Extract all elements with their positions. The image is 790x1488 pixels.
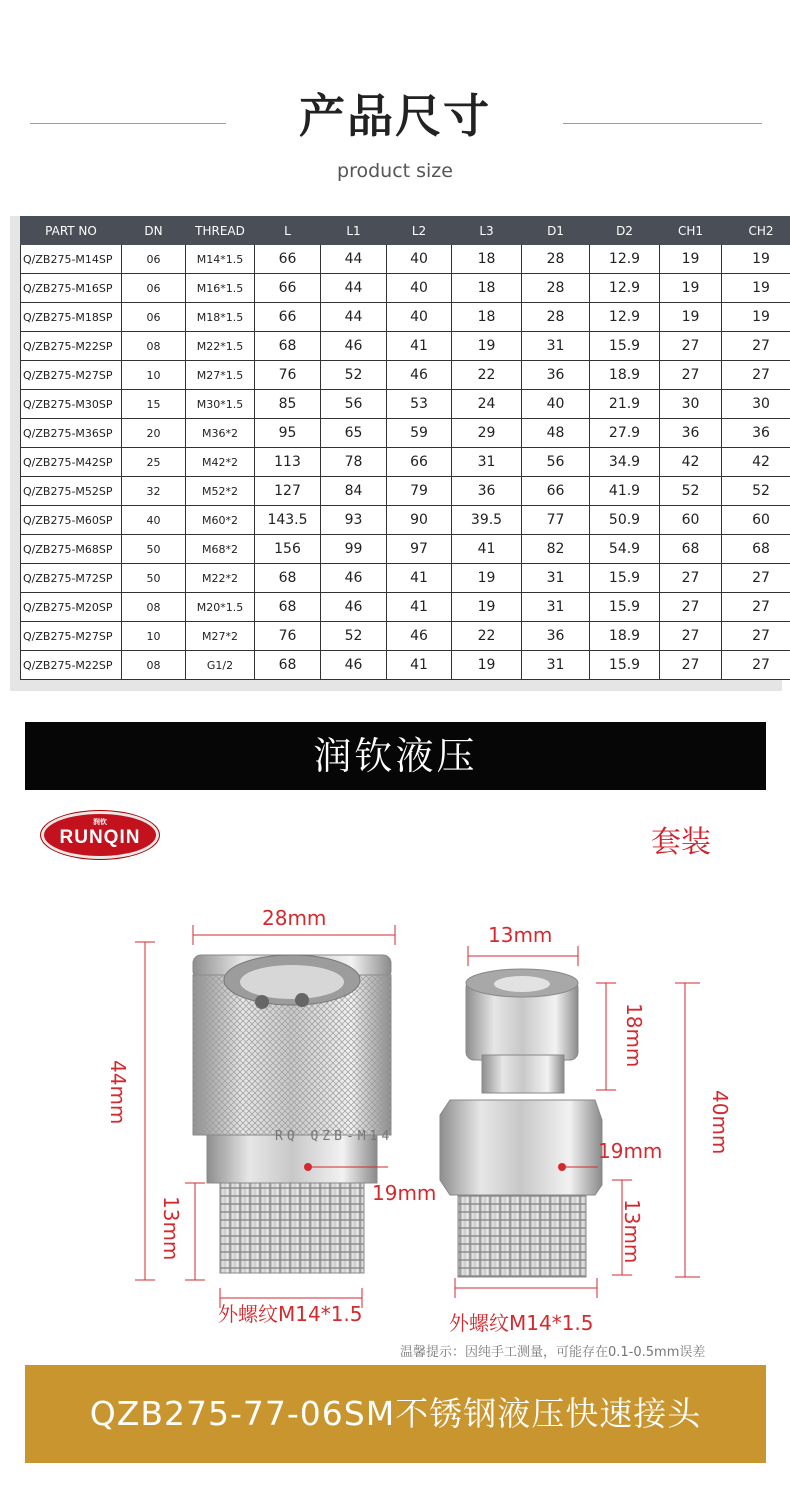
table-cell: 27 — [722, 361, 790, 390]
table-cell: 52 — [321, 622, 387, 651]
table-row — [21, 535, 790, 564]
table-cell: M36*2 — [186, 419, 255, 448]
table-cell: Q/ZB275-M68SP — [21, 535, 122, 564]
table-cell: 95 — [255, 419, 321, 448]
table-cell: Q/ZB275-M20SP — [21, 593, 122, 622]
table-cell: M27*2 — [186, 622, 255, 651]
table-cell: 18 — [452, 245, 522, 274]
table-cell: 85 — [255, 390, 321, 419]
table-cell: 59 — [387, 419, 452, 448]
table-cell: Q/ZB275-M22SP — [21, 651, 122, 680]
table-cell: 31 — [522, 593, 590, 622]
table-cell: 36 — [722, 419, 790, 448]
table-cell: 31 — [522, 332, 590, 361]
table-cell: 90 — [387, 506, 452, 535]
table-cell: Q/ZB275-M18SP — [21, 303, 122, 332]
right-hex-label: 19mm — [598, 1139, 663, 1163]
table-cell: Q/ZB275-M42SP — [21, 448, 122, 477]
table-cell: M22*1.5 — [186, 332, 255, 361]
table-row — [21, 477, 790, 506]
table-cell: 68 — [722, 535, 790, 564]
column-header: L3 — [452, 217, 522, 245]
table-cell: 19 — [660, 274, 722, 303]
table-cell: 19 — [452, 564, 522, 593]
female-coupler — [193, 955, 394, 1273]
table-row — [21, 564, 790, 593]
column-header: THREAD — [186, 217, 255, 245]
right-thread-length-label: 13mm — [620, 1199, 644, 1264]
table-cell: 46 — [321, 593, 387, 622]
brand-banner: 润钦液压 — [25, 722, 766, 790]
table-cell: Q/ZB275-M72SP — [21, 564, 122, 593]
table-cell: 22 — [452, 361, 522, 390]
table-cell: 52 — [660, 477, 722, 506]
table-row — [21, 419, 790, 448]
hex-marker-right — [558, 1163, 566, 1171]
table-cell: 56 — [522, 448, 590, 477]
table-cell: 15.9 — [590, 564, 660, 593]
table-cell: 41.9 — [590, 477, 660, 506]
table-cell: 28 — [522, 274, 590, 303]
table-cell: 40 — [387, 303, 452, 332]
table-cell: 66 — [255, 303, 321, 332]
column-header: PART NO — [21, 217, 122, 245]
table-cell: G1/2 — [186, 651, 255, 680]
table-row — [21, 361, 790, 390]
table-cell: 34.9 — [590, 448, 660, 477]
table-cell: 52 — [321, 361, 387, 390]
table-cell: Q/ZB275-M27SP — [21, 361, 122, 390]
table-cell: 27.9 — [590, 419, 660, 448]
table-cell: 44 — [321, 245, 387, 274]
table-cell: M16*1.5 — [186, 274, 255, 303]
table-cell: 15.9 — [590, 332, 660, 361]
table-cell: 41 — [387, 593, 452, 622]
table-cell: 19 — [452, 332, 522, 361]
table-cell: 19 — [660, 303, 722, 332]
column-header: CH2 — [722, 217, 790, 245]
table-cell: 19 — [722, 245, 790, 274]
table-cell: Q/ZB275-M27SP — [21, 622, 122, 651]
table-cell: 27 — [660, 361, 722, 390]
table-cell: 41 — [387, 651, 452, 680]
section-title: 产品尺寸 — [299, 89, 491, 143]
table-cell: 10 — [122, 361, 186, 390]
table-cell: 27 — [660, 593, 722, 622]
table-cell: 19 — [452, 593, 522, 622]
table-cell: M52*2 — [186, 477, 255, 506]
table-cell: 12.9 — [590, 274, 660, 303]
table-cell: 39.5 — [452, 506, 522, 535]
table-cell: 10 — [122, 622, 186, 651]
table-cell: 68 — [255, 593, 321, 622]
table-cell: 27 — [722, 651, 790, 680]
table-cell: 27 — [660, 622, 722, 651]
table-cell: M20*1.5 — [186, 593, 255, 622]
table-cell: 66 — [387, 448, 452, 477]
table-cell: M18*1.5 — [186, 303, 255, 332]
table-cell: 44 — [321, 303, 387, 332]
table-cell: Q/ZB275-M14SP — [21, 245, 122, 274]
table-row — [21, 651, 790, 680]
table-cell: 32 — [122, 477, 186, 506]
male-plug — [440, 969, 602, 1277]
table-cell: 77 — [522, 506, 590, 535]
table-cell: 99 — [321, 535, 387, 564]
column-header: L2 — [387, 217, 452, 245]
table-cell: 08 — [122, 651, 186, 680]
table-cell: 76 — [255, 361, 321, 390]
right-top-length-label: 18mm — [622, 1003, 646, 1068]
table-cell: 40 — [387, 245, 452, 274]
table-cell: 40 — [122, 506, 186, 535]
table-cell: 50 — [122, 564, 186, 593]
left-thread-label: 外螺纹M14*1.5 — [218, 1302, 363, 1326]
table-cell: 127 — [255, 477, 321, 506]
table-cell: 08 — [122, 593, 186, 622]
column-header: D2 — [590, 217, 660, 245]
table-cell: 18 — [452, 303, 522, 332]
table-cell: 40 — [522, 390, 590, 419]
table-cell: 12.9 — [590, 245, 660, 274]
table-row — [21, 622, 790, 651]
table-cell: 31 — [522, 651, 590, 680]
table-cell: 78 — [321, 448, 387, 477]
spec-table — [20, 216, 790, 680]
table-cell: 21.9 — [590, 390, 660, 419]
table-cell: Q/ZB275-M52SP — [21, 477, 122, 506]
hex-marker-left — [304, 1163, 312, 1171]
table-cell: 22 — [452, 622, 522, 651]
table-row — [21, 448, 790, 477]
table-cell: 36 — [660, 419, 722, 448]
table-cell: 31 — [522, 564, 590, 593]
table-cell: 27 — [722, 564, 790, 593]
table-cell: 79 — [387, 477, 452, 506]
table-cell: 65 — [321, 419, 387, 448]
table-cell: 46 — [321, 651, 387, 680]
runqin-logo — [41, 811, 159, 859]
table-cell: 46 — [387, 361, 452, 390]
table-cell: 41 — [387, 332, 452, 361]
table-cell: 06 — [122, 303, 186, 332]
table-body — [21, 245, 790, 680]
table-cell: 30 — [722, 390, 790, 419]
table-cell: 27 — [660, 332, 722, 361]
left-width-label: 28mm — [262, 906, 327, 930]
column-header: CH1 — [660, 217, 722, 245]
table-cell: 66 — [522, 477, 590, 506]
table-cell: 27 — [660, 651, 722, 680]
table-cell: M14*1.5 — [186, 245, 255, 274]
table-cell: 15.9 — [590, 651, 660, 680]
table-cell: 40 — [387, 274, 452, 303]
table-cell: 19 — [660, 245, 722, 274]
table-cell: 42 — [660, 448, 722, 477]
table-row — [21, 390, 790, 419]
table-cell: 68 — [255, 651, 321, 680]
table-cell: 36 — [452, 477, 522, 506]
table-cell: 41 — [387, 564, 452, 593]
table-row — [21, 506, 790, 535]
table-cell: M68*2 — [186, 535, 255, 564]
table-cell: 29 — [452, 419, 522, 448]
engraving-text: RQ QZB-M14 — [275, 1129, 394, 1144]
table-cell: 24 — [452, 390, 522, 419]
logo-text: RUNQIN — [59, 827, 141, 848]
table-cell: 28 — [522, 245, 590, 274]
table-cell: 48 — [522, 419, 590, 448]
set-label: 套装 — [651, 825, 711, 860]
table-cell: 46 — [387, 622, 452, 651]
column-header: L1 — [321, 217, 387, 245]
table-cell: M27*1.5 — [186, 361, 255, 390]
table-cell: 30 — [660, 390, 722, 419]
table-cell: 68 — [255, 332, 321, 361]
table-cell: 06 — [122, 274, 186, 303]
table-cell: 113 — [255, 448, 321, 477]
table-cell: Q/ZB275-M36SP — [21, 419, 122, 448]
table-cell: 27 — [722, 593, 790, 622]
table-cell: 93 — [321, 506, 387, 535]
table-cell: 54.9 — [590, 535, 660, 564]
table-cell: 41 — [452, 535, 522, 564]
table-cell: 97 — [387, 535, 452, 564]
section-subtitle: product size — [337, 160, 453, 182]
column-header: DN — [122, 217, 186, 245]
table-cell: 46 — [321, 564, 387, 593]
table-cell: 31 — [452, 448, 522, 477]
table-cell: 66 — [255, 245, 321, 274]
table-cell: 06 — [122, 245, 186, 274]
table-cell: 27 — [722, 622, 790, 651]
table-row — [21, 274, 790, 303]
table-cell: 20 — [122, 419, 186, 448]
table-cell: 25 — [122, 448, 186, 477]
right-width-label: 13mm — [488, 923, 553, 947]
table-cell: 15.9 — [590, 593, 660, 622]
table-cell: 56 — [321, 390, 387, 419]
table-cell: 18.9 — [590, 622, 660, 651]
left-height-label: 44mm — [106, 1060, 130, 1125]
table-row — [21, 593, 790, 622]
table-cell: Q/ZB275-M30SP — [21, 390, 122, 419]
table-cell: 18.9 — [590, 361, 660, 390]
table-cell: 42 — [722, 448, 790, 477]
table-cell: 08 — [122, 332, 186, 361]
table-cell: 36 — [522, 361, 590, 390]
logo-small-text: 润钦 — [93, 818, 107, 826]
table-cell: 19 — [452, 651, 522, 680]
table-cell: Q/ZB275-M22SP — [21, 332, 122, 361]
table-cell: 18 — [452, 274, 522, 303]
right-thread-label: 外螺纹M14*1.5 — [449, 1311, 594, 1335]
table-cell: 19 — [722, 303, 790, 332]
right-height-label: 40mm — [708, 1090, 732, 1155]
table-row — [21, 332, 790, 361]
table-cell: 53 — [387, 390, 452, 419]
table-cell: 82 — [522, 535, 590, 564]
table-cell: 44 — [321, 274, 387, 303]
table-cell: 19 — [722, 274, 790, 303]
table-cell: 60 — [722, 506, 790, 535]
table-cell: 143.5 — [255, 506, 321, 535]
table-cell: 27 — [722, 332, 790, 361]
table-cell: 28 — [522, 303, 590, 332]
table-row — [21, 303, 790, 332]
table-cell: M22*2 — [186, 564, 255, 593]
table-cell: 46 — [321, 332, 387, 361]
table-cell: 76 — [255, 622, 321, 651]
table-header-row — [21, 217, 790, 245]
table-cell: 68 — [660, 535, 722, 564]
table-cell: 66 — [255, 274, 321, 303]
table-cell: 36 — [522, 622, 590, 651]
spec-table-panel — [10, 216, 782, 691]
table-cell: M60*2 — [186, 506, 255, 535]
table-cell: 84 — [321, 477, 387, 506]
column-header: L — [255, 217, 321, 245]
table-cell: M30*1.5 — [186, 390, 255, 419]
table-cell: 68 — [255, 564, 321, 593]
table-cell: 12.9 — [590, 303, 660, 332]
product-name-footer: QZB275-77-06SM不锈钢液压快速接头 — [25, 1365, 766, 1463]
table-cell: 27 — [660, 564, 722, 593]
table-cell: 60 — [660, 506, 722, 535]
left-hex-label: 19mm — [372, 1181, 437, 1205]
column-header: D1 — [522, 217, 590, 245]
table-cell: Q/ZB275-M16SP — [21, 274, 122, 303]
table-cell: M42*2 — [186, 448, 255, 477]
table-cell: 156 — [255, 535, 321, 564]
table-cell: 50.9 — [590, 506, 660, 535]
table-cell: 50 — [122, 535, 186, 564]
table-cell: 15 — [122, 390, 186, 419]
measurement-note: 温馨提示：因纯手工测量，可能存在0.1-0.5mm误差 — [400, 1345, 706, 1360]
table-cell: 52 — [722, 477, 790, 506]
table-cell: Q/ZB275-M60SP — [21, 506, 122, 535]
left-thread-length-label: 13mm — [159, 1196, 183, 1261]
table-row — [21, 245, 790, 274]
